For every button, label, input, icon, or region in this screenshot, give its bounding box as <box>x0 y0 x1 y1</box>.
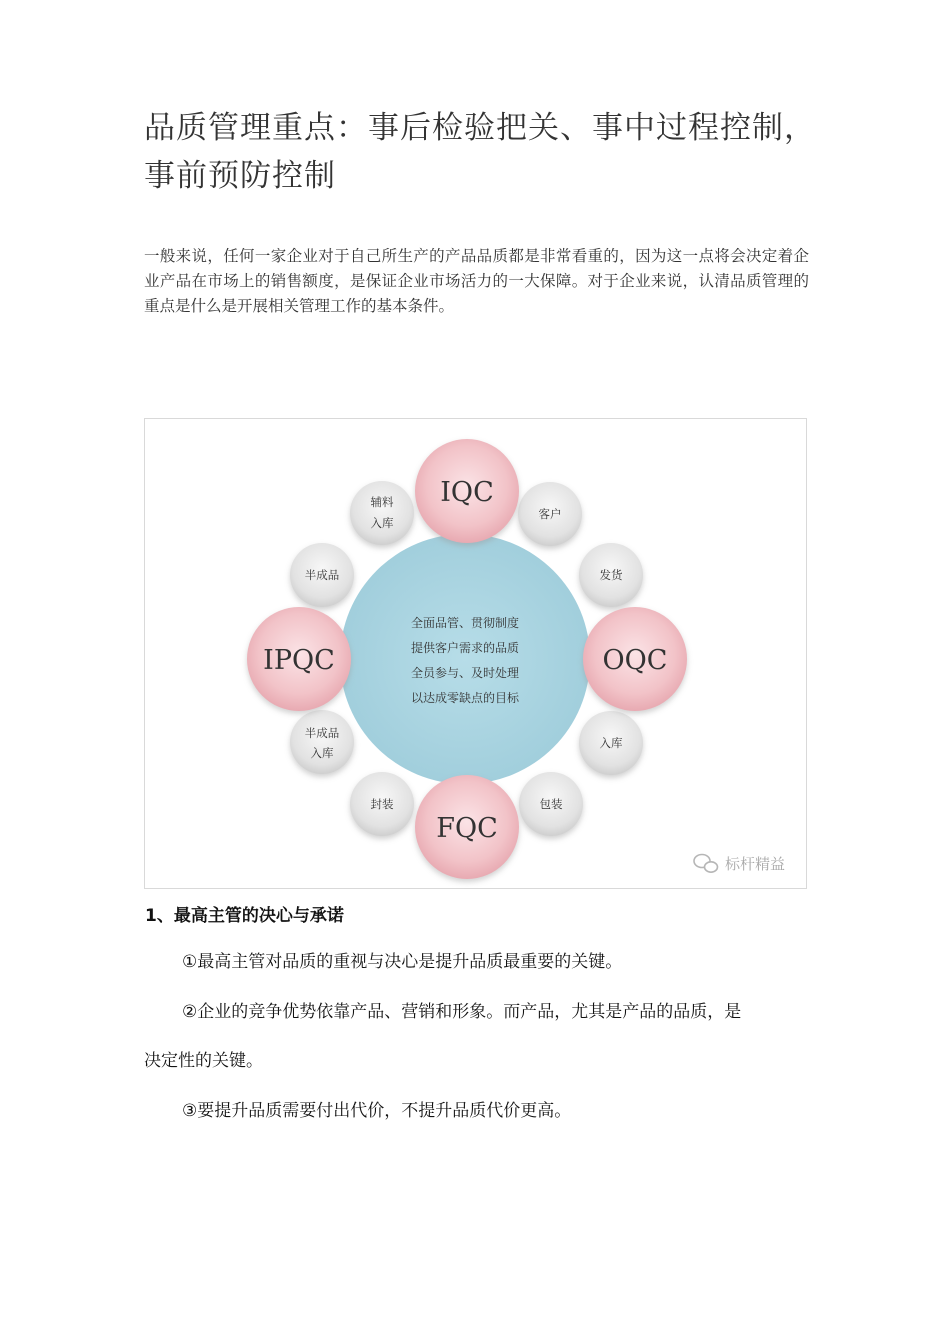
paragraph-2-line-1: ②企业的竞争优势依靠产品、营销和形象。而产品，尤其是产品的品质，是 <box>182 1002 742 1022</box>
label-banchengpin-ruku: 入库 <box>310 746 334 760</box>
label-ruku: 入库 <box>599 736 623 750</box>
wechat-icon <box>694 855 718 873</box>
label-banchengpin: 半成品 <box>304 568 340 582</box>
paragraph-2-line-2: 决定性的关键。 <box>144 1051 263 1071</box>
node-banchengpin-ruku <box>290 710 354 774</box>
page-title: 品质管理重点：事后检验把关、事中过程控制，事前预防控制 <box>144 110 816 194</box>
label-fuliao: 辅料 <box>370 495 394 509</box>
paragraph-1: ①最高主管对品质的重视与决心是提升品质最重要的关键。 <box>182 952 623 972</box>
watermark <box>694 855 785 874</box>
paragraph-3: ③要提升品质需要付出代价，不提升品质代价更高。 <box>182 1101 572 1121</box>
node-fuliao-ruku <box>350 481 414 545</box>
label-iqc: IQC <box>440 477 494 508</box>
section-heading: 1、最高主管的决心与承诺 <box>145 906 344 926</box>
center-line-4: 以达成零缺点的目标 <box>410 691 520 705</box>
label-fahuo: 发货 <box>599 568 623 582</box>
center-circle <box>340 534 590 784</box>
center-line-1: 全面品管、贯彻制度 <box>410 616 520 630</box>
center-line-3: 全员参与、及时处理 <box>410 666 520 680</box>
quality-diagram-svg <box>145 419 808 890</box>
label-fuliao-ruku: 入库 <box>370 516 394 530</box>
quality-diagram <box>144 418 807 889</box>
label-oqc: OQC <box>602 645 668 676</box>
intro-paragraph: 一般来说，任何一家企业对于自己所生产的产品品质都是非常看重的，因为这一点将会决定着企业产品在市场上的销售额度，是保证企业市场活力的一大保障。对于企业来说，认清品质管理的重点是什么是开展相关管理工作的基本条件。 <box>144 247 809 315</box>
label-fengzhuang: 封装 <box>370 797 394 811</box>
label-baozhuang: 包装 <box>539 797 563 811</box>
center-line-2: 提供客户需求的品质 <box>410 641 520 655</box>
label-fqc: FQC <box>436 813 498 844</box>
watermark-text: 标杆精益 <box>725 855 786 873</box>
label-kehu: 客户 <box>538 507 562 521</box>
label-banchengpin-2: 半成品 <box>304 726 340 740</box>
label-ipqc: IPQC <box>263 645 335 676</box>
